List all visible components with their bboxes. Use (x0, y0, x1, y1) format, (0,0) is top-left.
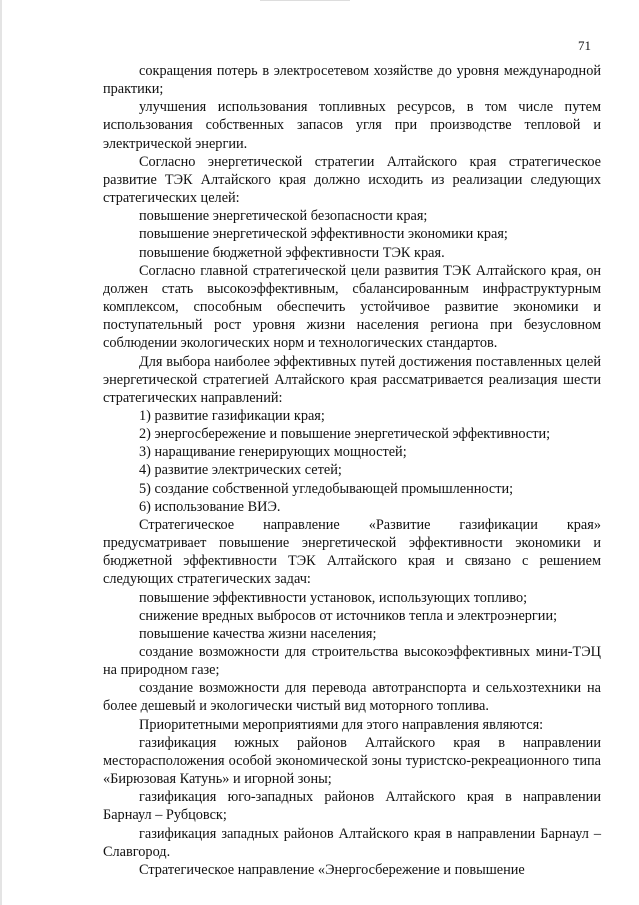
document-body (103, 62, 601, 879)
paragraph: Приоритетными мероприятиями для этого направления являются: (139, 716, 544, 733)
list-item: газификация юго-западных районов Алтайского края в направлении Барнаул – Рубцовск; (103, 789, 601, 824)
paragraph: Согласно энергетической стратегии Алтайского края стратегическое развитие ТЭК Алтайского края должно исходить из реализации следующих стратегических целей: (103, 153, 601, 207)
paragraph: Согласно главной стратегической цели развития ТЭК Алтайского края, он должен стать высокоэффективным, сбалансированным инфраструктурным комплексом, способным обеспечить устойчивое развитие экономики и поступательный рост уровня жизни населения региона при безусловном соблюдении экологических норм и технологических стандартов. (103, 262, 601, 352)
list-item: газификация западных районов Алтайского края в направлении Барнаул – Славгород. (103, 825, 601, 860)
list-item: повышение бюджетной эффективности ТЭК края. (139, 244, 445, 261)
list-item: повышение эффективности установок, использующих топливо; (139, 589, 528, 606)
paragraph: сокращения потерь в электросетевом хозяйстве до уровня международной практики; (103, 63, 601, 98)
scan-edge (0, 0, 2, 905)
list-item: повышение энергетической эффективности экономики края; (139, 226, 508, 243)
paragraph: Стратегическое направление «Энергосбережение и повышение (139, 861, 525, 878)
list-item: 2) энергосбережение и повышение энергетической эффективности; (139, 426, 551, 443)
list-item: 5) создание собственной угледобывающей промышленности; (139, 480, 514, 497)
paragraph: Стратегическое направление «Развитие газификации края» предусматривает повышение энергетической эффективности экономики и бюджетной эффективности ТЭК Алтайского края и связано с решением следующих стратегических задач: (103, 516, 601, 588)
list-item: снижение вредных выбросов от источников тепла и электроэнергии; (139, 607, 558, 624)
list-item: повышение качества жизни населения; (139, 625, 377, 642)
scan-mark (260, 0, 350, 1)
list-item: 4) развитие электрических сетей; (139, 462, 342, 479)
list-item: создание возможности для строительства высокоэффективных мини-ТЭЦ на природном газе; (103, 644, 601, 679)
list-item: 3) наращивание генерирующих мощностей; (139, 444, 407, 461)
list-item: повышение энергетической безопасности края; (139, 208, 428, 225)
list-item: 1) развитие газификации края; (139, 407, 325, 424)
paragraph: Для выбора наиболее эффективных путей достижения поставленных целей энергетической стратегией Алтайского края рассматривается реализация шести стратегических направлений: (103, 353, 601, 406)
page-number: 71 (578, 38, 591, 53)
list-item: создание возможности для перевода автотранспорта и сельхозтехники на более дешевый и экологически чистый вид моторного топлива. (103, 680, 601, 715)
paragraph: улучшения использования топливных ресурсов, в том числе путем использования собственных запасов угля при производстве тепловой и электрической энергии. (103, 99, 601, 152)
list-item: газификация южных районов Алтайского края в направлении месторасположения особой экономической зоны туристско-рекреационного типа «Бирюзовая Катунь» и игорной зоны; (103, 734, 601, 788)
list-item: 6) использование ВИЭ. (139, 498, 281, 515)
